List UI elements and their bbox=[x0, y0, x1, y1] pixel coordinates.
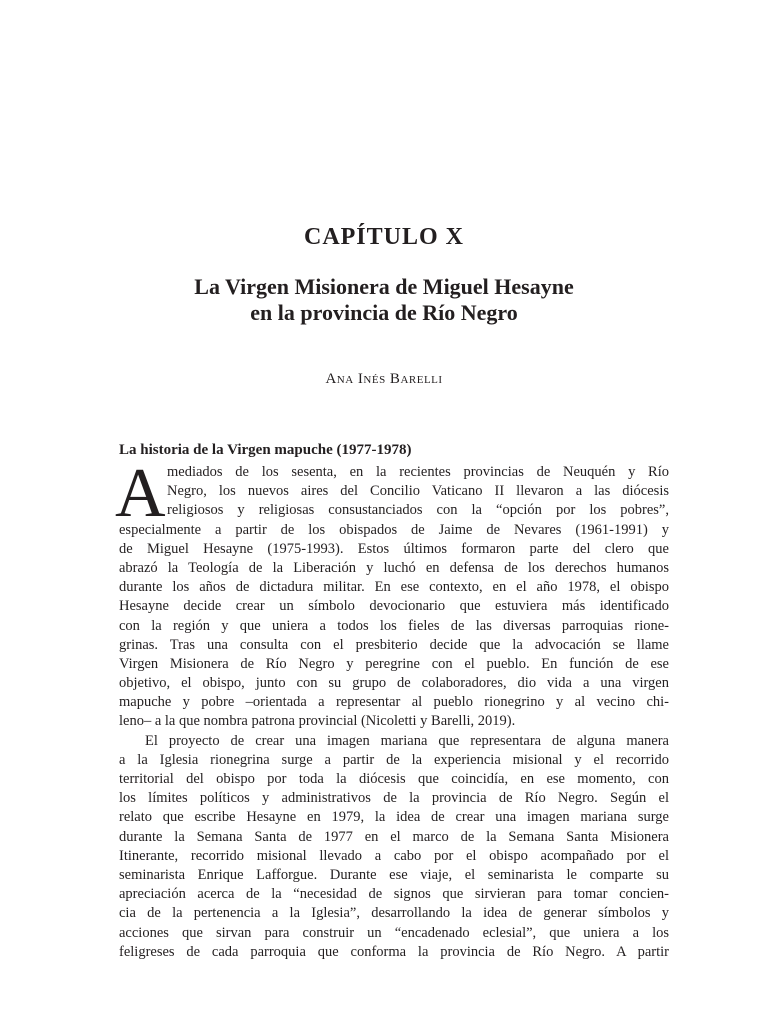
text-line: durante la Semana Santa de 1977 en el marco de la Semana Santa Misionera bbox=[119, 828, 669, 845]
chapter-label: CAPÍTULO X bbox=[303, 224, 464, 250]
text-line: feligreses de cada parroquia que conforma la provincia de Río Negro. A partir bbox=[119, 943, 669, 960]
text-line: grinas. Tras una consulta con el presbiterio decide que la advocación se llame bbox=[119, 636, 669, 653]
text-line: leno– a la que nombra patrona provincial (Nicoletti y Barelli, 2019). bbox=[119, 713, 516, 730]
text-line: los límites políticos y administrativos de la provincia de Río Negro. Según el bbox=[119, 790, 669, 807]
text-line: Negro, los nuevos aires del Concilio Vaticano II llevaron a las diócesis bbox=[167, 483, 669, 500]
text-line: a la Iglesia rionegrina surge a partir de la experiencia misional y el recorrido bbox=[119, 751, 669, 768]
text-line: apreciación acerca de la “necesidad de signos que sirvieran para tomar concien- bbox=[119, 886, 669, 903]
text-line: Itinerante, recorrido misional llevado a cabo por el obispo acompañado por el bbox=[119, 847, 669, 864]
text-line: especialmente a partir de los obispados de Jaime de Nevares (1961-1991) y bbox=[119, 521, 669, 538]
body-text bbox=[115, 455, 669, 962]
paragraph-2 bbox=[119, 732, 669, 962]
text-line: relato que escribe Hesayne en 1979, la idea de crear una imagen mariana surge bbox=[119, 809, 669, 826]
drop-cap: A bbox=[115, 455, 166, 532]
author-name: Ana Inés Barelli bbox=[325, 371, 443, 387]
chapter-title bbox=[0, 274, 768, 326]
text-line: con la región y que uniera a todos los fieles de las diversas parroquias rione- bbox=[119, 617, 669, 634]
paragraph-1 bbox=[119, 463, 669, 732]
text-line: abrazó la Teología de la Liberación y luchó en defensa de los derechos humanos bbox=[119, 559, 669, 576]
text-line: mapuche y pobre –orientada a representar al pueblo rionegrino y al vecino chi- bbox=[119, 694, 669, 711]
chapter-title-line: en la provincia de Río Negro bbox=[250, 300, 518, 325]
chapter-title-line: La Virgen Misionera de Miguel Hesayne bbox=[194, 274, 574, 299]
text-line: territorial del obispo por toda la diócesis que coincidía, en ese momento, con bbox=[119, 771, 669, 787]
text-line: durante los años de dictadura militar. En ese contexto, en el año 1978, el obispo bbox=[119, 579, 669, 596]
text-line: acciones que sirvan para construir un “encadenado eclesial”, que uniera a los bbox=[119, 924, 669, 941]
section-heading: La historia de la Virgen mapuche (1977-1978) bbox=[119, 442, 412, 458]
text-line: objetivo, el obispo, junto con su grupo de colaboradores, dio vida a una virgen bbox=[119, 675, 669, 692]
text-line: mediados de los sesenta, en la recientes provincias de Neuquén y Río bbox=[167, 464, 669, 480]
text-line: El proyecto de crear una imagen mariana que representara de alguna manera bbox=[145, 732, 669, 749]
text-line: de Miguel Hesayne (1975-1993). Estos últimos formaron parte del clero que bbox=[119, 540, 669, 557]
text-line: Hesayne decide crear un símbolo devocionario que estuviera más identificado bbox=[119, 598, 669, 615]
text-line: Virgen Misionera de Río Negro y peregrine con el pueblo. En función de ese bbox=[119, 655, 669, 672]
text-line: religiosos y religiosas consustanciados con la “opción por los pobres”, bbox=[167, 502, 669, 519]
text-line: seminarista Enrique Lafforgue. Durante ese viaje, el seminarista le comparte su bbox=[119, 866, 669, 883]
text-line: cia de la pertenencia a la Iglesia”, desarrollando la idea de generar símbolos y bbox=[119, 905, 669, 922]
